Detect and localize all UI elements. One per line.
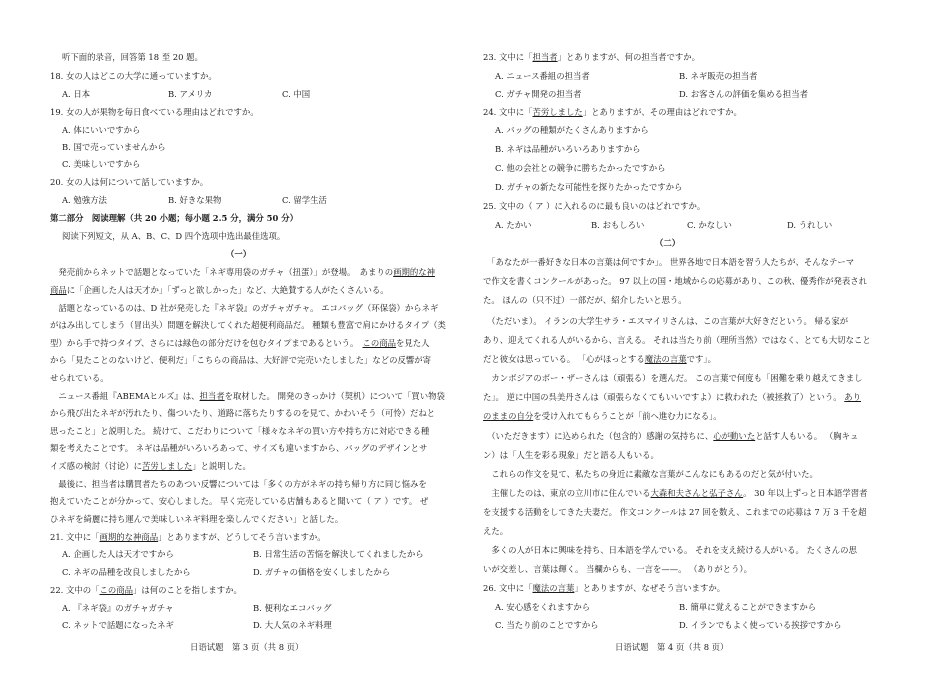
passage8-line: ン）は「人生を彩る現象」だと語る人もいる。 — [483, 450, 659, 460]
passage7-line: た」。 逆に中国の呉美丹さんは（頑張らなくてもいいですよ）に救われた（被拯救了）という。 あり — [483, 392, 862, 402]
section-1-heading: （一） — [226, 249, 252, 259]
passage3-line: ニュース番組『ABEMAヒルズ』は、担当者を取材した。 開発のきっかけ（契机）について「買い物袋 — [50, 391, 445, 401]
passage3-line: から飛び出たネギが汚れたり、傷ついたり、道路に落ちたりするのを見て、かわいそう（可怜）だねと — [50, 408, 436, 418]
q26-stem: 26. 文中に「魔法の言葉」とありますが、なぜそう言いますか。 — [483, 583, 726, 593]
q25-option-b[interactable]: B. おもしろい — [591, 220, 645, 230]
page-footer: 日语试题 第 3 页（共 8 页） — [190, 642, 304, 652]
q24-option-c[interactable]: C. 他の会社との競争に勝ちたかったですから — [495, 163, 666, 173]
passage10-line: を支援する活動をしてきた夫妻だ。 作文コンクールは 27 回を数え、これまでの応募は 7 万 3 千を超 — [483, 507, 867, 517]
q24-option-b[interactable]: B. ネギは品種がいろいろありますから — [495, 144, 641, 154]
q22-option-c[interactable]: C. ネットで話題になったネギ — [62, 620, 174, 630]
q23-option-d[interactable]: D. お客さんの評価を集める担当者 — [679, 89, 808, 99]
q25-option-a[interactable]: A. たかい — [495, 220, 532, 230]
passage2-line: 話題となっているのは、D 社が発売した『ネギ袋』のガチャガチャ。 エコバッグ（环保袋）からネギ — [50, 303, 439, 313]
q26-option-a[interactable]: A. 安心感をくれますから — [495, 602, 591, 612]
part2-instruction: 阅读下列短文，从 A、B、C、D 四个选项中选出最佳选项。 — [62, 231, 286, 241]
q19-option-a[interactable]: A. 体にいいですから — [62, 125, 141, 135]
passage2-line: せられている。 — [50, 373, 109, 383]
passage10-line: 主催したのは、東京の立川市に住んでいる大森和夫さんと弘子さん。 30 年以上ずっと日本語学習者 — [483, 488, 868, 498]
q19-stem: 19. 女の人が果物を毎日食べている理由はどれですか。 — [50, 107, 259, 117]
q21-stem: 21. 文中に「画期的な神商品」とありますが、どうしてそう言いますか。 — [50, 532, 326, 542]
passage8-line: （いただきます）に込められた（包含的）感謝の気持ちに、心が動いたと話す人もいる。 （胸キュ — [483, 431, 859, 441]
passage6-line: （ただいま）。 イランの大学生サラ・エスマイリさんは、この言葉が大好きだという。 帰る家が — [483, 316, 849, 326]
passage3-line: 類を考えたことです。 ネギは品種がいろいろあって、サイズも違いますから、バッグのデザインとサ — [50, 443, 428, 453]
passage6-line: あり、迎えてくれる人がいるから、言える。 それは当たり前（理所当然）ではなく、とても大切なこと — [483, 335, 871, 345]
passage9-line: これらの作文を見て、私たちの身近に素敵な言葉がこんなにもあるのだと気が付いた。 — [483, 469, 818, 479]
passage11-line: 多くの人が日本に興味を持ち、日本語を学んでいる。 それを支え続ける人がいる。 たくさんの思 — [483, 545, 857, 555]
passage4-line: ひネギを綺麗に持ち運んで美味しいネギ料理を楽しんでください」と話した。 — [50, 514, 344, 524]
q25-stem: 25. 文中の（ ア ）に入れるのに最も良いのはどれですか。 — [483, 201, 706, 211]
passage4-line: 抱えていたことが分かって、安心しました。 早く完売している店舗もあると聞いて（ ア ）です。 ぜ — [50, 496, 429, 506]
q18-stem: 18. 女の人はどこの大学に通っていますか。 — [50, 71, 217, 81]
q21-option-d[interactable]: D. ガチャの価格を安くしましたから — [253, 567, 391, 577]
passage5-line: で作文を書くコンクールがあった。 97 以上の国・地域からの応募があり、この秋、優秀作が発表され — [483, 276, 868, 286]
q21-option-c[interactable]: C. ネギの品種を改良しましたから — [62, 567, 191, 577]
q23-option-a[interactable]: A. ニュース番組の担当者 — [495, 71, 590, 81]
passage2-line: 型）から手で持つタイプ、さらには緑色の部分だけを包むタイプまであるという。 この商品を見た人 — [50, 338, 430, 348]
q19-option-b[interactable]: B. 国で売っていませんから — [62, 142, 166, 152]
q24-option-d[interactable]: D. ガチャの新たな可能性を探りたかったですから — [495, 182, 683, 192]
passage4-line: 最後に、担当者は購買者たちのあつい反響については「多くの方がネギの持ち帰り方に同じ悩みを — [50, 479, 427, 489]
q26-option-d[interactable]: D. イランでもよく使っている挨拶ですから — [679, 620, 842, 630]
passage1-line: 商品に「企画した人は天才か」「ずっと欲しかった」など、大絶賛する人がたくさんいる。 — [50, 285, 389, 295]
q22-stem: 22. 文中の「この商品」は何のことを指しますか。 — [50, 585, 242, 595]
passage6-line: だと彼女は思っている。 「心がほっとする魔法の言葉です」。 — [483, 354, 716, 364]
q20-stem: 20. 女の人は何について話していますか。 — [50, 177, 209, 187]
q23-option-c[interactable]: C. ガチャ開発の担当者 — [495, 89, 582, 99]
passage7-line: のままの自分を受け入れてもらうことが「前へ進む力になる」。 — [483, 411, 722, 421]
q24-stem: 24. 文中に「苦労しました」とありますが、その理由はどれですか。 — [483, 107, 742, 117]
passage2-line: から「見たことのないけど、便利だ」「こちらの商品は、大好評で完売いたしました」などの反響が寄 — [50, 355, 432, 365]
passage2-line: がはみ出してしまう（冒出头）問題を解決してくれた超便利商品だ。 種類も豊富で肩にかけるタイプ（类 — [50, 320, 446, 330]
passage10-line: えた。 — [483, 526, 509, 536]
section-2-heading: （二） — [655, 238, 681, 248]
page-footer: 日语试题 第 4 页（共 8 页） — [615, 642, 729, 652]
q20-option-c[interactable]: C. 留学生活 — [282, 195, 327, 205]
q18-option-c[interactable]: C. 中国 — [282, 89, 311, 99]
q21-option-a[interactable]: A. 企画した人は天才ですから — [62, 549, 174, 559]
q22-option-d[interactable]: D. 大人気のネギ料理 — [253, 620, 332, 630]
q20-option-a[interactable]: A. 勉強方法 — [62, 195, 107, 205]
passage5-line: 「あなたが一番好きな日本の言葉は何ですか」。 世界各地で日本語を習う人たちが、そんなテーマ — [483, 257, 855, 267]
q24-option-a[interactable]: A. バッグの種類がたくさんありますから — [495, 125, 649, 135]
q26-option-b[interactable]: B. 簡単に覚えることができますから — [679, 602, 817, 612]
passage11-line: いが交差し、言葉は輝く。 当欄からも、一言を——。 （ありがとう）。 — [483, 564, 752, 574]
q20-option-b[interactable]: B. 好きな果物 — [168, 195, 222, 205]
right-page — [475, 0, 950, 688]
q18-option-a[interactable]: A. 日本 — [62, 89, 91, 99]
q26-option-c[interactable]: C. 当たり前のことですから — [495, 620, 599, 630]
q22-option-a[interactable]: A. 『ネギ袋』のガチャガチャ — [62, 603, 174, 613]
passage3-line: イズ感の検討（讨论）に苦労しました」と説明した。 — [50, 461, 251, 471]
q19-option-c[interactable]: C. 美味しいですから — [62, 159, 141, 169]
listening-instruction: 听下面的录音，回答第 18 至 20 题。 — [62, 52, 203, 62]
passage5-line: た。 ほんの（只不过）一部だが、紹介したいと思う。 — [483, 295, 687, 305]
q23-stem: 23. 文中に「担当者」とありますが、何の担当者ですか。 — [483, 52, 700, 62]
passage3-line: 思ったこと」と説明した。 続けて、こだわりについて「様々なネギの買い方や持ち方に対応できる種 — [50, 426, 430, 436]
part2-title: 第二部分 阅读理解（共 20 小题；每小题 2.5 分，满分 50 分） — [50, 213, 298, 223]
q23-option-b[interactable]: B. ネギ販売の担当者 — [679, 71, 758, 81]
q22-option-b[interactable]: B. 便利なエコバッグ — [253, 603, 332, 613]
q25-option-d[interactable]: D. うれしい — [787, 220, 833, 230]
q25-option-c[interactable]: C. かなしい — [687, 220, 732, 230]
q21-option-b[interactable]: B. 日常生活の苦悩を解決してくれましたから — [253, 549, 424, 559]
passage1-line: 発売前からネットで話題となっていた「ネギ専用袋のガチャ（扭蛋）」が登場。 あまりの画期的な神 — [50, 267, 435, 277]
q18-option-b[interactable]: B. アメリカ — [168, 89, 213, 99]
passage7-line: カンボジアのボー・ザーさんは（頑張る）を選んだ。 この言葉で何度も「困難を乗り越えてきまし — [483, 373, 863, 383]
